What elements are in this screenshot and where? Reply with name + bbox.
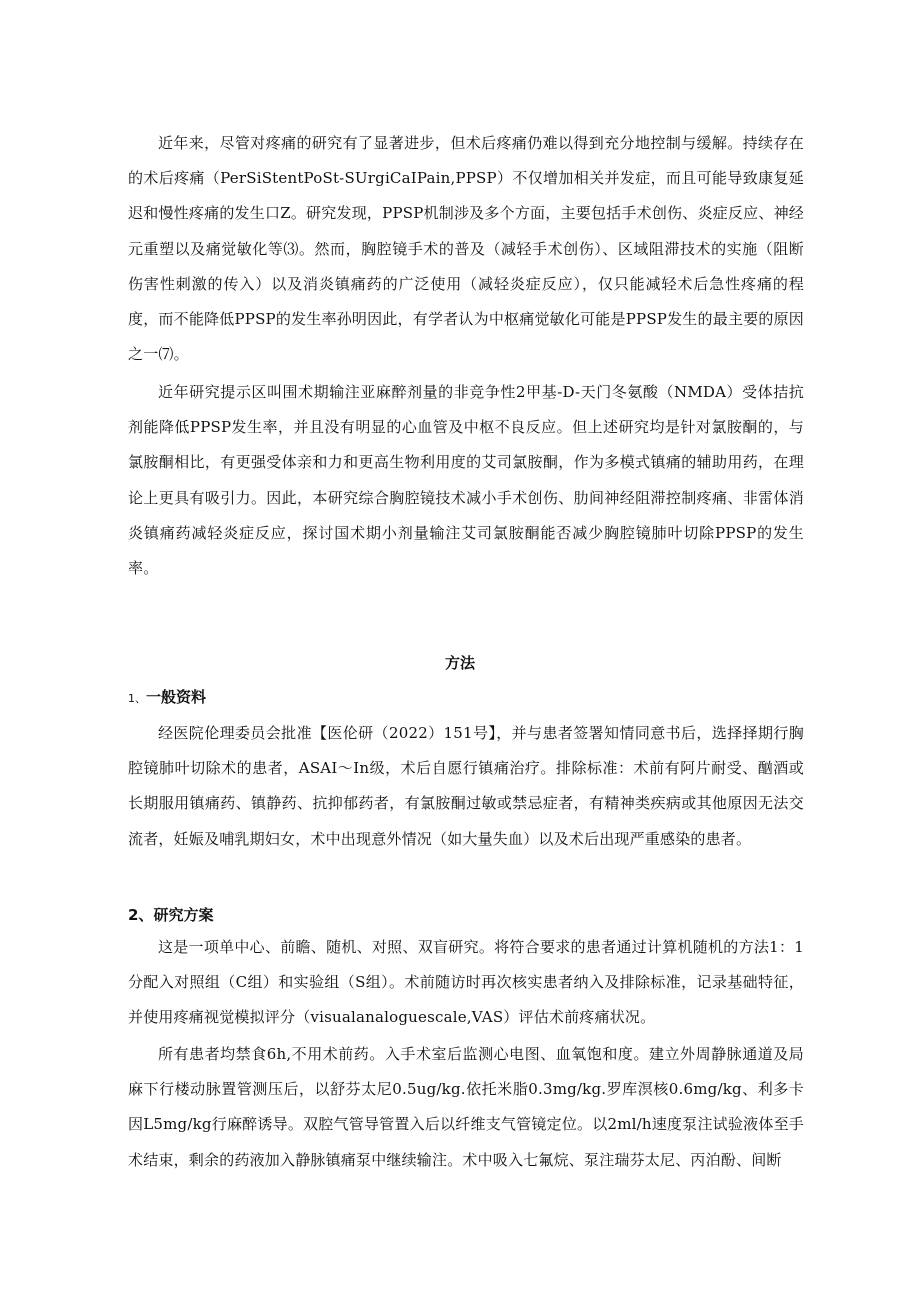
- intro-paragraph-1: 近年来，尽管对疼痛的研究有了显著进步，但术后疼痛仍难以得到充分地控制与缓解。持续存在的术后疼痛（PerSiStentPoSt-SUrgiCaIPain,PPSP）不仅增加相关并发症，而且可能导致康复延迟和慢性疼痛的发生口Z。研究发现，PPSP机制涉及多个方面，主要包括手术创伤、炎症反应、神经元重塑以及痛觉敏化等⑶。然而，胸腔镜手术的普及（减轻手术创伤）、区域阻滞技术的实施（阻断伤害性刺激的传入）以及消炎镇痛药的广泛使用（减轻炎症反应），仅只能减轻术后急性疼痛的程度，而不能降低PPSP的发生率孙明因此，有学者认为中枢痛觉敏化可能是PPSP发生的最主要的原因之一⑺。: [128, 134, 804, 364]
- general-info-number: 1、: [128, 692, 146, 705]
- study-scheme-title: 研究方案: [153, 906, 214, 924]
- methods-heading: 方法: [444, 654, 475, 672]
- study-scheme-paragraph-2: 所有患者均禁食6h,不用术前药。入手术室后监测心电图、血氧饱和度。建立外周静脉通道及局麻下行楼动脉置管测压后，以舒芬太尼0.5ug/kg.依托米脂0.3mg/kg.罗库溟核0.6mg/kg、利多卡因L5mg/kg行麻醉诱导。双腔气管导管置入后以纤维支气管镜定位。以2ml/h速度泵注试验液体至手术结束，剩余的药液加入静脉镇痛泵中继续输注。术中吸入七氟烷、泵注瑞芬太尼、丙泊酚、间断: [128, 1045, 804, 1169]
- general-info-heading: [128, 686, 206, 707]
- study-scheme-paragraph-1: 这是一项单中心、前瞻、随机、对照、双盲研究。将符合要求的患者通过计算机随机的方法1：1分配入对照组（C组）和实验组（S组）。术前随访时再次核实患者纳入及排除标准，记录基础特征，并使用疼痛视觉模拟评分（visualanaloguescale,VAS）评估术前疼痛状况。: [128, 938, 804, 1027]
- study-scheme-heading: [128, 904, 213, 925]
- general-info-paragraph: 经医院伦理委员会批准【医伦研（2022）151号】，并与患者签署知情同意书后，选择择期行胸腔镜肺叶切除术的患者，ASAI～In级，术后自愿行镇痛治疗。排除标准：术前有阿片耐受、酗酒或长期服用镇痛药、镇静药、抗抑郁药者，有氯胺酮过敏或禁忌症者，有精神类疾病或其他原因无法交流者，妊娠及哺乳期妇女，术中出现意外情况（如大量失血）以及术后出现严重感染的患者。: [128, 724, 805, 848]
- study-scheme-number: 2、: [128, 906, 154, 924]
- intro-paragraph-2: 近年研究提示区叫围术期输注亚麻醉剂量的非竞争性2甲基-D-天门冬氨酸（NMDA）受体拮抗剂能降低PPSP发生率，并且没有明显的心血管及中枢不良反应。但上述研究均是针对氯胺酮的，与氯胺酮相比，有更强受体亲和力和更高生物利用度的艾司氯胺酮，作为多模式镇痛的辅助用药，在理论上更具有吸引力。因此，本研究综合胸腔镜技术减小手术创伤、肋间神经阻滞控制疼痛、非雷体消炎镇痛药减轻炎症反应，探讨国术期小剂量输注艾司氯胺酮能否减少胸腔镜肺叶切除PPSP的发生率。: [128, 383, 804, 578]
- general-info-title: 一般资料: [146, 688, 207, 706]
